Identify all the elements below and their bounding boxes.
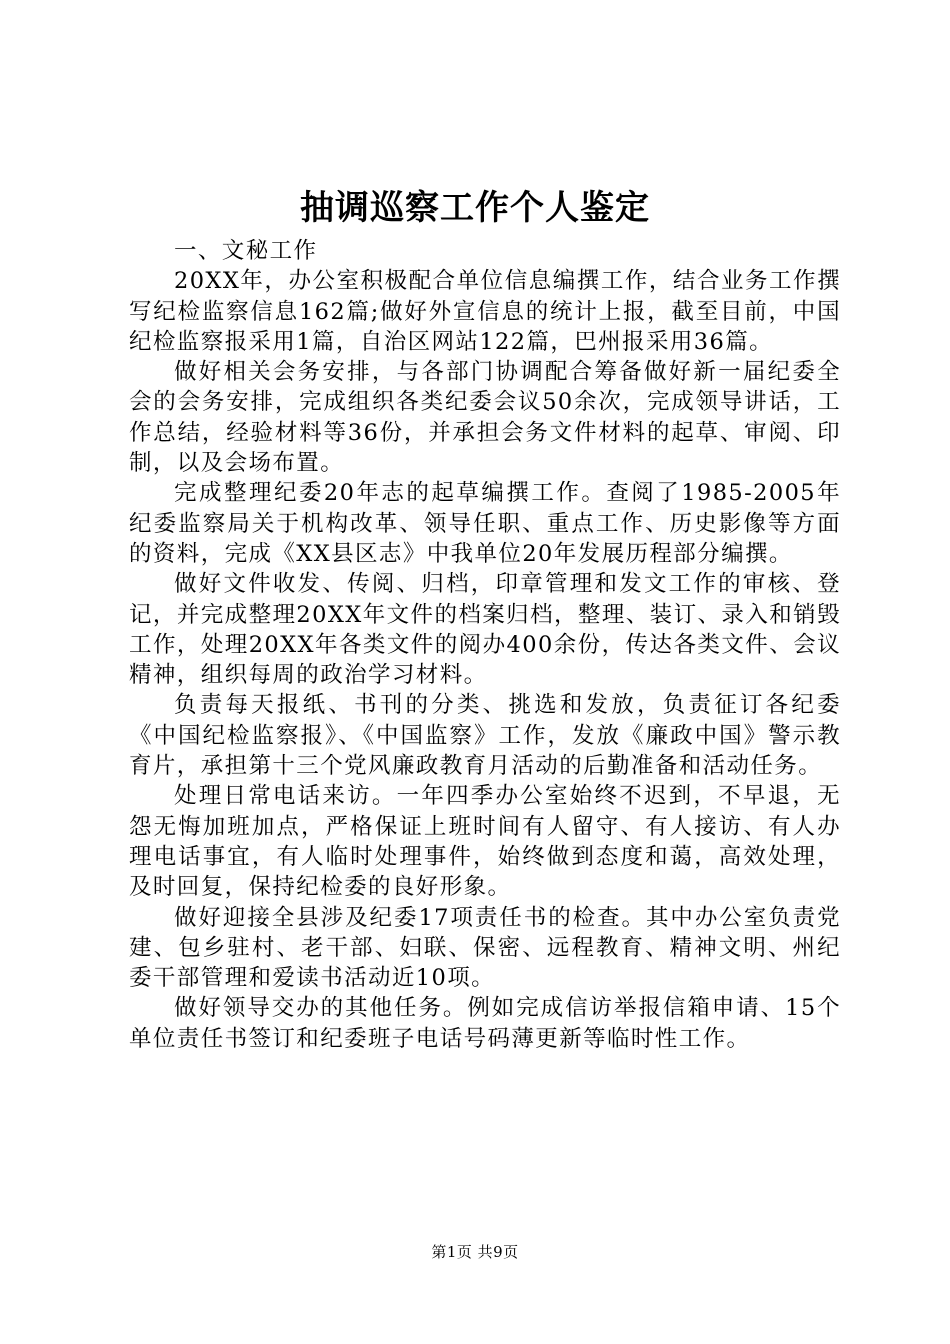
paragraph: 做好迎接全县涉及纪委17项责任书的检查。其中办公室负责党建、包乡驻村、老干部、妇联、保密、远程教育、精神文明、州纪委干部管理和爱读书活动近10项。 [129,904,841,992]
paragraph: 处理日常电话来访。一年四季办公室始终不迟到，不早退，无怨无悔加班加点，严格保证上班时间有人留守、有人接访、有人办理电话事宜，有人临时处理事件，始终做到态度和蔼，高效处理，及时回复，保持纪检委的良好形象。 [129,783,841,901]
paragraph: 做好领导交办的其他任务。例如完成信访举报信箱申请、15个单位责任书签订和纪委班子电话号码薄更新等临时性工作。 [129,995,841,1052]
paragraph: 完成整理纪委20年志的起草编撰工作。查阅了1985-2005年纪委监察局关于机构改革、领导任职、重点工作、历史影像等方面的资料，完成《XX县区志》中我单位20年发展历程部分编撰。 [129,480,841,567]
paragraph: 做好相关会务安排，与各部门协调配合筹备做好新一届纪委全会的会务安排，完成组织各类纪委会议50余次，完成领导讲话，工作总结，经验材料等36份，并承担会务文件材料的起草、审阅、印制，以及会场布置。 [129,359,841,477]
document-title: 抽调巡察工作个人鉴定 [300,188,650,228]
paragraph: 做好文件收发、传阅、归档，印章管理和发文工作的审核、登记，并完成整理20XX年文件的档案归档，整理、装订、录入和销毁工作，处理20XX年各类文件的阅办400余份，传达各类文件、会议精神，组织每周的政治学习材料。 [129,571,841,689]
paragraph: 20XX年，办公室积极配合单位信息编撰工作，结合业务工作撰写纪检监察信息162篇;做好外宣信息的统计上报，截至目前，中国纪检监察报采用1篇，自治区网站122篇，巴州报采用36篇。 [129,268,841,355]
page-number: 第1页 共9页 [431,1243,519,1261]
paragraph: 负责每天报纸、书刊的分类、挑选和发放，负责征订各纪委《中国纪检监察报》、《中国监察》工作，发放《廉政中国》警示教育片，承担第十三个党风廉政教育月活动的后勤准备和活动任务。 [129,692,841,780]
document-body [129,236,841,1054]
section-heading: 一、文秘工作 [174,238,318,264]
